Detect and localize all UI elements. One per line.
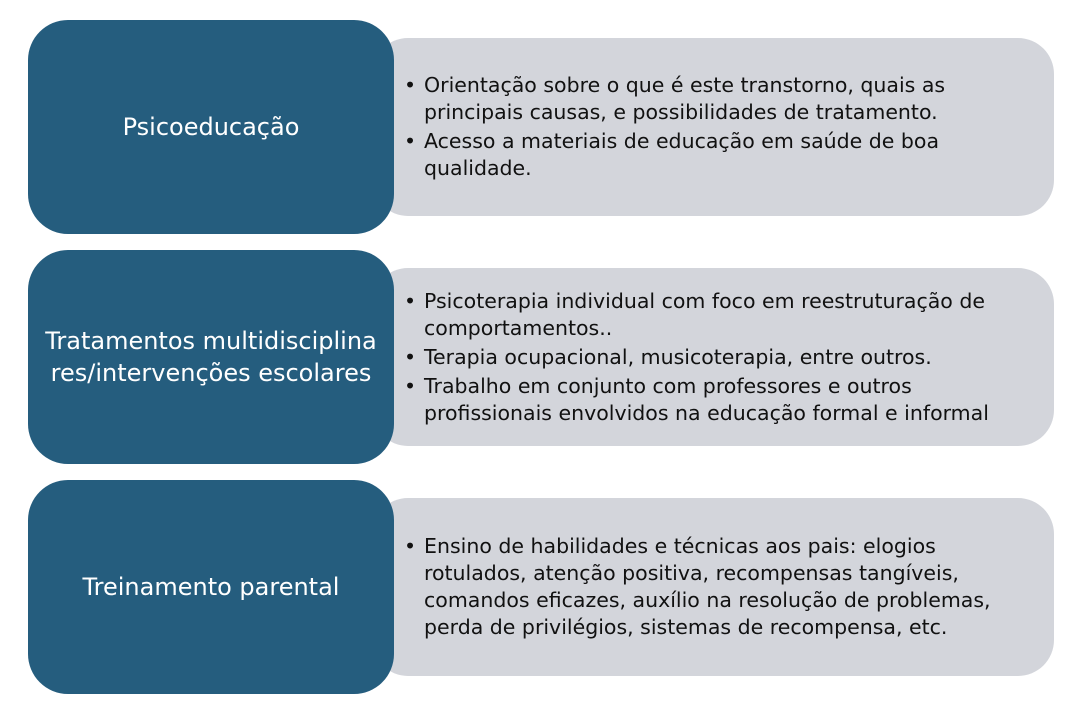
detail-box xyxy=(372,268,1054,446)
bullet-item: • Orientação sobre o que é este transtorno, quais as principais causas, e possibilidades de tratamento. xyxy=(402,72,1038,126)
bullet-item: • Psicoterapia individual com foco em reestruturação de comportamentos.. xyxy=(402,288,1038,342)
detail-box xyxy=(372,498,1054,676)
heading-box: Tratamentos multidisciplinares/intervenções escolares xyxy=(28,250,394,464)
bullet-list xyxy=(402,531,1038,643)
bullet-item: • Ensino de habilidades e técnicas aos pais: elogios rotulados, atenção positiva, recompensas tangíveis, comandos eficazes, auxílio na resolução de problemas, perda de privilégios, sistemas de recompensa, etc. xyxy=(402,533,1038,641)
bullet-item: • Trabalho em conjunto com professores e outros profissionais envolvidos na educação formal e informal xyxy=(402,373,1038,427)
detail-box xyxy=(372,38,1054,216)
bullet-item: • Terapia ocupacional, musicoterapia, entre outros. xyxy=(402,344,1038,371)
heading-box: Treinamento parental xyxy=(28,480,394,694)
bullet-list xyxy=(402,70,1038,184)
bullet-item: • Acesso a materiais de educação em saúde de boa qualidade. xyxy=(402,128,1038,182)
heading-box: Psicoeducação xyxy=(28,20,394,234)
bullet-list xyxy=(402,286,1038,429)
